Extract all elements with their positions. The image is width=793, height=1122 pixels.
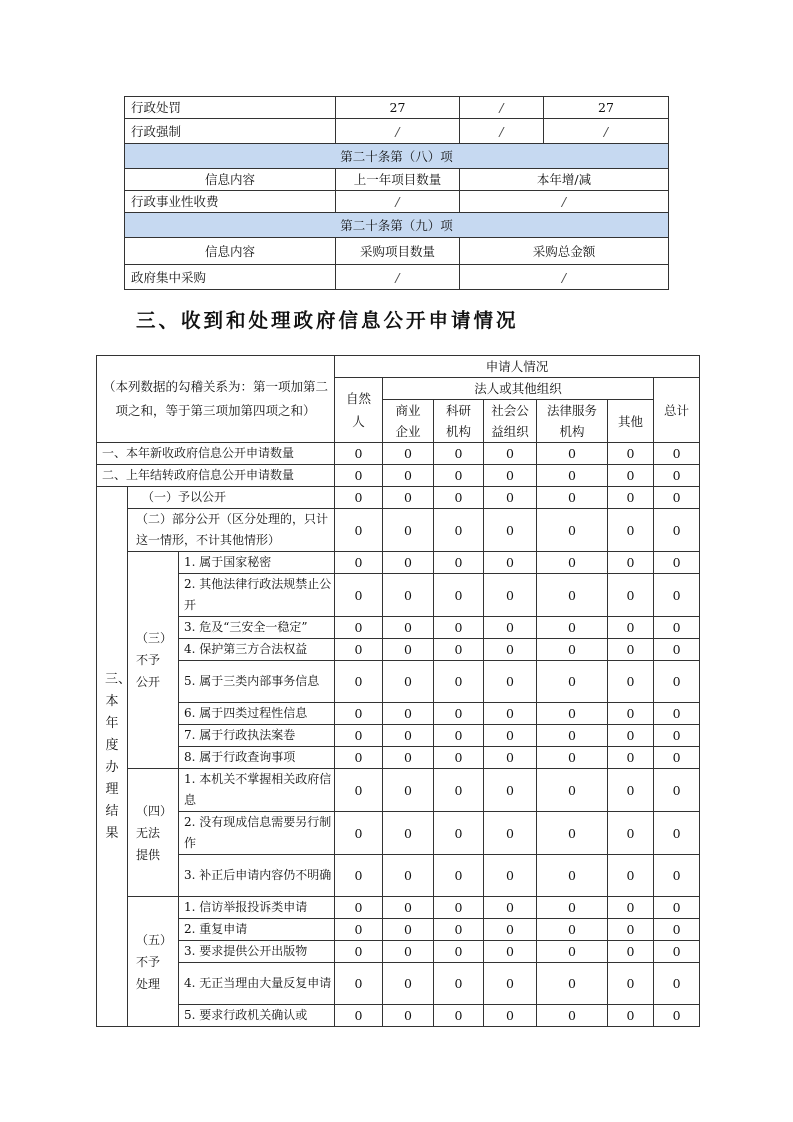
row-label: 4. 保护第三方合法权益	[179, 639, 335, 661]
header-row	[97, 356, 700, 378]
group-label: （五）不予处理	[128, 897, 179, 1027]
table-row	[97, 963, 700, 1005]
cell-value: 0	[434, 552, 484, 574]
cell-value: 0	[383, 941, 434, 963]
cell-value: 0	[335, 897, 383, 919]
cell-value: 0	[383, 509, 434, 552]
cell-value: 0	[654, 661, 700, 703]
cell-value: 0	[434, 617, 484, 639]
cell-value: 0	[654, 855, 700, 897]
table-row	[97, 919, 700, 941]
cell-value: 0	[654, 919, 700, 941]
cell-value: 0	[537, 747, 608, 769]
cell-value: 0	[608, 574, 654, 617]
cell-value: 0	[335, 639, 383, 661]
cell-value: 0	[484, 747, 537, 769]
cell-value: 0	[335, 574, 383, 617]
cell-value: 0	[434, 703, 484, 725]
cell-value: 0	[537, 725, 608, 747]
cell-value: 0	[608, 725, 654, 747]
cell-value: /	[336, 119, 460, 144]
cell-value: 0	[383, 487, 434, 509]
table-row	[97, 1005, 700, 1027]
cell-value: 0	[335, 769, 383, 812]
cell-value: 0	[608, 963, 654, 1005]
cell-value: 0	[608, 617, 654, 639]
cell-value: 0	[484, 703, 537, 725]
cell-value: 0	[434, 487, 484, 509]
cell-value: 0	[608, 465, 654, 487]
cell-value: 0	[383, 855, 434, 897]
cell-value: 0	[335, 617, 383, 639]
cell-value: 0	[537, 897, 608, 919]
column-header-text: 社会公益组织	[491, 403, 529, 439]
cell-value: 27	[336, 97, 460, 119]
applications-table	[96, 355, 700, 1027]
cell-value: 0	[654, 769, 700, 812]
cell-value: 0	[654, 1005, 700, 1027]
column-header-text: 法律服务机构	[547, 403, 598, 439]
cell-value: 0	[335, 465, 383, 487]
cell-value: 0	[608, 443, 654, 465]
cell-value: 0	[608, 855, 654, 897]
column-header: 信息内容	[125, 238, 336, 265]
table-row	[97, 487, 700, 509]
table-row	[125, 119, 669, 144]
cell-value: 0	[383, 443, 434, 465]
cell-value: 0	[537, 639, 608, 661]
row-label: 1. 信访举报投诉类申请	[179, 897, 335, 919]
disclosure-table-top	[124, 96, 669, 290]
cell-value: 0	[383, 1005, 434, 1027]
cell-value: 0	[484, 812, 537, 855]
table-row	[125, 265, 669, 290]
cell-value: 0	[608, 552, 654, 574]
column-header: 其他	[608, 400, 654, 443]
cell-value: 0	[654, 639, 700, 661]
column-header: 采购项目数量	[336, 238, 460, 265]
cell-value: 0	[434, 897, 484, 919]
header-row	[125, 238, 669, 265]
cell-value: 0	[434, 574, 484, 617]
cell-value: 0	[434, 963, 484, 1005]
cell-value: 0	[335, 1005, 383, 1027]
cell-value: 0	[484, 855, 537, 897]
cell-value: 0	[484, 725, 537, 747]
group-label: （三）不予公开	[128, 552, 179, 769]
cell-value: 0	[484, 465, 537, 487]
row-label: 5. 属于三类内部事务信息	[179, 661, 335, 703]
cell-value: /	[460, 119, 544, 144]
row-label: 6. 属于四类过程性信息	[179, 703, 335, 725]
cell-value: 0	[537, 487, 608, 509]
row-label: 行政强制	[125, 119, 336, 144]
cell-value: 0	[383, 574, 434, 617]
section3-label: 三、本年度办理结果	[97, 487, 128, 1027]
legal-entity-header: 法人或其他组织	[383, 378, 654, 400]
cell-value: 0	[654, 725, 700, 747]
cell-value: 0	[608, 661, 654, 703]
cell-value: 0	[654, 963, 700, 1005]
cell-value: 0	[434, 639, 484, 661]
cell-value: 27	[544, 97, 669, 119]
cell-value: 0	[537, 552, 608, 574]
group-label: （四）无法提供	[128, 769, 179, 897]
cell-value: 0	[484, 963, 537, 1005]
column-header: 本年增/减	[460, 169, 669, 191]
cell-value: 0	[608, 509, 654, 552]
cell-value: 0	[434, 855, 484, 897]
cell-value: /	[460, 265, 669, 290]
header-row	[125, 169, 669, 191]
cell-value: 0	[537, 919, 608, 941]
row-label: 行政处罚	[125, 97, 336, 119]
table-row	[97, 769, 700, 812]
table-row	[97, 661, 700, 703]
cell-value: 0	[608, 769, 654, 812]
column-header: 上一年项目数量	[336, 169, 460, 191]
table-row	[97, 897, 700, 919]
cell-value: 0	[484, 661, 537, 703]
table-row	[97, 747, 700, 769]
cell-value: 0	[335, 812, 383, 855]
cell-value: 0	[383, 639, 434, 661]
cell-value: 0	[383, 963, 434, 1005]
row-label: 7. 属于行政执法案卷	[179, 725, 335, 747]
row-label: 5. 要求行政机关确认或	[179, 1005, 335, 1027]
column-header	[434, 400, 484, 443]
table-row	[97, 509, 700, 552]
table-row	[97, 617, 700, 639]
row-label: 2. 重复申请	[179, 919, 335, 941]
cell-value: 0	[335, 509, 383, 552]
cell-value: 0	[537, 812, 608, 855]
cell-value: 0	[537, 855, 608, 897]
cell-value: 0	[335, 941, 383, 963]
cell-value: 0	[654, 941, 700, 963]
table-row	[97, 465, 700, 487]
cell-value: 0	[537, 703, 608, 725]
table-row	[97, 855, 700, 897]
cell-value: 0	[537, 465, 608, 487]
cell-value: 0	[484, 639, 537, 661]
cell-value: 0	[335, 487, 383, 509]
cell-value: 0	[654, 703, 700, 725]
cell-value: 0	[335, 703, 383, 725]
cell-value: /	[544, 119, 669, 144]
table-row	[97, 812, 700, 855]
row-label: 4. 无正当理由大量反复申请	[179, 963, 335, 1005]
cell-value: 0	[434, 509, 484, 552]
table-row	[97, 725, 700, 747]
column-header-text: 商业企业	[395, 403, 421, 439]
table-row	[97, 443, 700, 465]
cell-value: 0	[654, 465, 700, 487]
cell-value: /	[336, 265, 460, 290]
cell-value: 0	[484, 552, 537, 574]
section-title: 第二十条第（八）项	[125, 144, 669, 169]
cell-value: 0	[537, 509, 608, 552]
row-label: 1. 属于国家秘密	[179, 552, 335, 574]
row-label: 3. 补正后申请内容仍不明确	[179, 855, 335, 897]
cell-value: 0	[335, 747, 383, 769]
cell-value: 0	[335, 963, 383, 1005]
cell-value: 0	[383, 919, 434, 941]
cell-value: /	[460, 191, 669, 213]
row-label: 3. 要求提供公开出版物	[179, 941, 335, 963]
cell-value: 0	[383, 725, 434, 747]
cell-value: 0	[608, 747, 654, 769]
cell-value: /	[460, 97, 544, 119]
cell-value: /	[336, 191, 460, 213]
cell-value: 0	[434, 941, 484, 963]
row-label: 一、本年新收政府信息公开申请数量	[97, 443, 335, 465]
cell-value: 0	[383, 465, 434, 487]
cell-value: 0	[434, 725, 484, 747]
cell-value: 0	[537, 574, 608, 617]
cell-value: 0	[484, 919, 537, 941]
cell-value: 0	[654, 617, 700, 639]
cell-value: 0	[484, 897, 537, 919]
cell-value: 0	[608, 941, 654, 963]
row-label: 2. 其他法律行政法规禁止公开	[179, 574, 335, 617]
cell-value: 0	[608, 487, 654, 509]
section-title: 第二十条第（九）项	[125, 213, 669, 238]
cell-value: 0	[383, 661, 434, 703]
cell-value: 0	[484, 443, 537, 465]
cell-value: 0	[537, 941, 608, 963]
cell-value: 0	[383, 552, 434, 574]
cell-value: 0	[383, 769, 434, 812]
row-label: 行政事业性收费	[125, 191, 336, 213]
cell-value: 0	[608, 703, 654, 725]
cell-value: 0	[654, 747, 700, 769]
row-label: 2. 没有现成信息需要另行制作	[179, 812, 335, 855]
cell-value: 0	[608, 897, 654, 919]
cell-value: 0	[484, 617, 537, 639]
cell-value: 0	[383, 747, 434, 769]
cell-value: 0	[654, 897, 700, 919]
corner-note	[97, 356, 335, 443]
cell-value: 0	[537, 1005, 608, 1027]
cell-value: 0	[654, 812, 700, 855]
section-band-row	[125, 144, 669, 169]
section-heading: 三、收到和处理政府信息公开申请情况	[136, 309, 519, 332]
cell-value: 0	[434, 919, 484, 941]
cell-value: 0	[537, 769, 608, 812]
cell-value: 0	[484, 487, 537, 509]
column-header-text: 科研机构	[445, 403, 471, 439]
cell-value: 0	[434, 661, 484, 703]
cell-value: 0	[335, 552, 383, 574]
cell-value: 0	[608, 1005, 654, 1027]
cell-value: 0	[383, 812, 434, 855]
cell-value: 0	[537, 443, 608, 465]
table-row	[125, 97, 669, 119]
cell-value: 0	[537, 617, 608, 639]
natural-person-header	[335, 378, 383, 443]
cell-value: 0	[484, 574, 537, 617]
cell-value: 0	[654, 443, 700, 465]
cell-value: 0	[608, 812, 654, 855]
column-header	[383, 400, 434, 443]
row-label: （一）予以公开	[128, 487, 335, 509]
column-header	[484, 400, 537, 443]
cell-value: 0	[383, 703, 434, 725]
natural-person-text: 自然人	[345, 391, 371, 429]
cell-value: 0	[434, 747, 484, 769]
row-label: 二、上年结转政府信息公开申请数量	[97, 465, 335, 487]
column-header	[537, 400, 608, 443]
total-header: 总计	[654, 378, 700, 443]
cell-value: 0	[383, 897, 434, 919]
cell-value: 0	[537, 661, 608, 703]
row-label: 8. 属于行政查询事项	[179, 747, 335, 769]
row-label: 3. 危及“三安全一稳定”	[179, 617, 335, 639]
cell-value: 0	[608, 639, 654, 661]
cell-value: 0	[537, 963, 608, 1005]
cell-value: 0	[434, 443, 484, 465]
cell-value: 0	[434, 465, 484, 487]
cell-value: 0	[484, 509, 537, 552]
cell-value: 0	[484, 941, 537, 963]
cell-value: 0	[335, 725, 383, 747]
cell-value: 0	[335, 919, 383, 941]
table-row	[97, 552, 700, 574]
cell-value: 0	[484, 1005, 537, 1027]
row-label: （二）部分公开（区分处理的，只计这一情形，不计其他情形）	[128, 509, 335, 552]
cell-value: 0	[383, 617, 434, 639]
row-label: 政府集中采购	[125, 265, 336, 290]
cell-value: 0	[434, 1005, 484, 1027]
cell-value: 0	[335, 661, 383, 703]
table-row	[97, 574, 700, 617]
row-label: 1. 本机关不掌握相关政府信息	[179, 769, 335, 812]
table-row	[125, 191, 669, 213]
cell-value: 0	[484, 769, 537, 812]
table-row	[97, 703, 700, 725]
section-band-row	[125, 213, 669, 238]
cell-value: 0	[434, 769, 484, 812]
corner-note-text: （本列数据的勾稽关系为：第一项加第二项之和，等于第三项加第四项之和）	[102, 379, 328, 418]
table-row	[97, 941, 700, 963]
column-header: 采购总金额	[460, 238, 669, 265]
applicant-header: 申请人情况	[335, 356, 700, 378]
cell-value: 0	[654, 509, 700, 552]
cell-value: 0	[654, 574, 700, 617]
column-header: 信息内容	[125, 169, 336, 191]
cell-value: 0	[608, 919, 654, 941]
cell-value: 0	[335, 443, 383, 465]
cell-value: 0	[434, 812, 484, 855]
cell-value: 0	[654, 552, 700, 574]
cell-value: 0	[654, 487, 700, 509]
cell-value: 0	[335, 855, 383, 897]
table-row	[97, 639, 700, 661]
